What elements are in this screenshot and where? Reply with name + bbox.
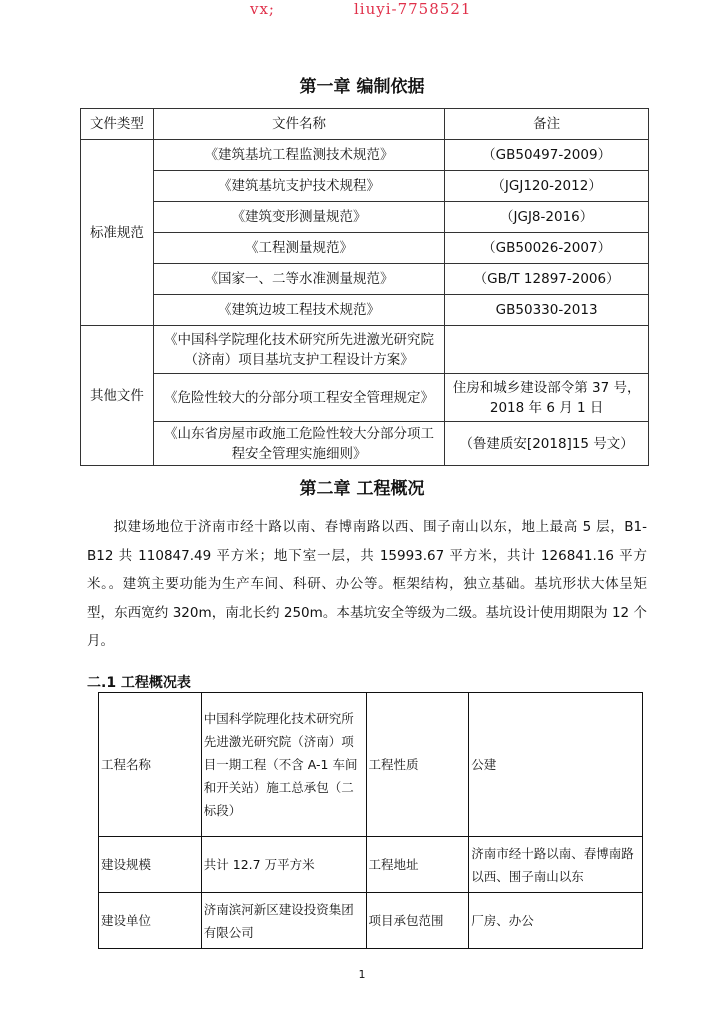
table-row [81, 422, 649, 466]
doc-name: 《工程测量规范》 [153, 233, 444, 264]
doc-name: 《建筑变形测量规范》 [153, 202, 444, 233]
value-owner: 济南滨河新区建设投资集团有限公司 [201, 893, 366, 949]
value-project-name: 中国科学院理化技术研究所先进激光研究院（济南）项目一期工程（不含 A-1 车间和开关站）施工总承包（二标段） [201, 693, 366, 837]
label-project-name: 工程名称 [99, 693, 202, 837]
header-note: 备注 [445, 109, 649, 140]
doc-name: 《建筑基坑工程监测技术规范》 [153, 140, 444, 171]
table-row [81, 202, 649, 233]
doc-name: 《危险性较大的分部分项工程安全管理规定》 [153, 374, 444, 422]
value-project-nature: 公建 [469, 693, 643, 837]
doc-note: （GB/T 12897-2006） [445, 264, 649, 295]
label-scope: 项目承包范围 [366, 893, 469, 949]
table-row [81, 295, 649, 326]
label-owner: 建设单位 [99, 893, 202, 949]
table-row [81, 326, 649, 374]
overview-paragraph-text: 拟建场地位于济南市经十路以南、春博南路以西、围子南山以东，地上最高 5 层，B1-B12 共 110847.49 平方米；地下室一层，共 15993.67 平方米，共计 126841.16 平方米。。建筑主要功能为生产车间、科研、办公等。框架结构，独立基础。基坑形状大体呈矩型，东西宽约 320m，南北长约 250m。本基坑安全等级为二级。基坑设计使用期限为 12 个月。 [87, 519, 647, 649]
group-type-standards: 标准规范 [81, 140, 154, 326]
doc-name: 《建筑基坑支护技术规程》 [153, 171, 444, 202]
doc-note: （GB50026-2007） [445, 233, 649, 264]
label-address: 工程地址 [366, 837, 469, 893]
table-row [81, 374, 649, 422]
doc-name: 《山东省房屋市政施工危险性较大分部分项工程安全管理实施细则》 [153, 422, 444, 466]
doc-name: 《中国科学院理化技术研究所先进激光研究院（济南）项目基坑支护工程设计方案》 [153, 326, 444, 374]
value-address: 济南市经十路以南、春博南路以西、围子南山以东 [469, 837, 643, 893]
basis-table [80, 108, 649, 466]
overview-paragraph [87, 513, 647, 656]
table-header-row [81, 109, 649, 140]
table-row [99, 693, 643, 837]
group-type-other: 其他文件 [81, 326, 154, 466]
page-number: 1 [358, 968, 366, 981]
doc-note: （JGJ8-2016） [445, 202, 649, 233]
label-scale: 建设规模 [99, 837, 202, 893]
watermark-right: liuyi-7758521 [354, 0, 472, 18]
value-scope: 厂房、办公 [469, 893, 643, 949]
table-row [81, 233, 649, 264]
doc-note: （JGJ120-2012） [445, 171, 649, 202]
doc-note: 住房和城乡建设部令第 37 号，2018 年 6 月 1 日 [445, 374, 649, 422]
doc-name: 《国家一、二等水准测量规范》 [153, 264, 444, 295]
table-row [99, 837, 643, 893]
table-row [99, 893, 643, 949]
doc-note: （GB50497-2009） [445, 140, 649, 171]
header-name: 文件名称 [153, 109, 444, 140]
overview-table [98, 692, 643, 949]
watermark-left: vx; [250, 0, 275, 18]
table-row [81, 264, 649, 295]
doc-note: GB50330-2013 [445, 295, 649, 326]
watermark [0, 0, 724, 22]
doc-note [445, 326, 649, 374]
chapter-2-title: 第二章 工程概况 [299, 479, 425, 499]
doc-note: （鲁建质安[2018]15 号文） [445, 422, 649, 466]
chapter-1-title: 第一章 编制依据 [299, 77, 425, 97]
table-row [81, 140, 649, 171]
section-title: 二.1 工程概况表 [87, 675, 191, 691]
doc-name: 《建筑边坡工程技术规范》 [153, 295, 444, 326]
header-type: 文件类型 [81, 109, 154, 140]
value-scale: 共计 12.7 万平方米 [201, 837, 366, 893]
label-project-nature: 工程性质 [366, 693, 469, 837]
table-row [81, 171, 649, 202]
